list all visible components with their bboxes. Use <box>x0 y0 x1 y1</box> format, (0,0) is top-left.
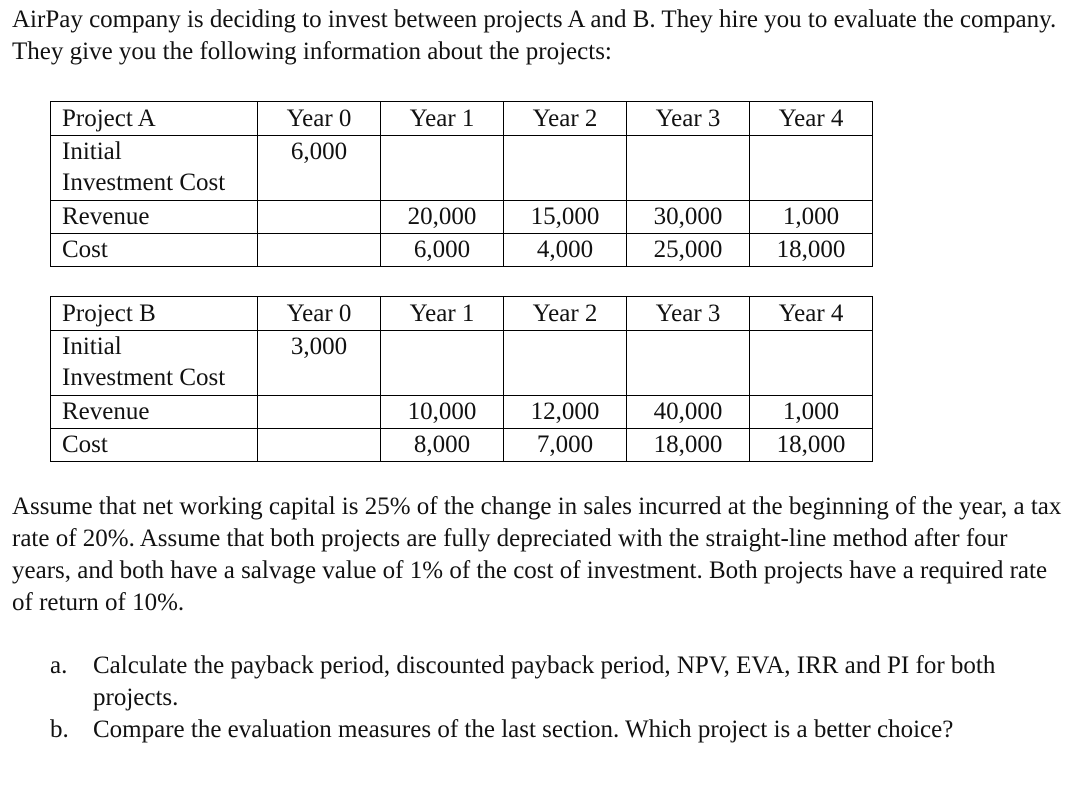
row-label: Revenue <box>51 201 258 234</box>
table-cell <box>381 136 504 201</box>
question-text: Calculate the payback period, discounted payback period, NPV, EVA, IRR and PI for both projects. <box>93 652 996 711</box>
row-label: Cost <box>51 234 258 267</box>
year-header: Year 4 <box>750 297 873 331</box>
table-cell <box>258 429 381 462</box>
table-cell: 7,000 <box>504 429 627 462</box>
table-cell <box>627 331 750 396</box>
assumptions-paragraph: Assume that net working capital is 25% of the change in sales incurred at the beginning of the year, a tax rate of 20%. Assume that both projects are fully depreciated with the straight-line method after four years, and both have a salvage value of 1% of the cost of investment. Both projects have a required rate of return of 10%. <box>12 493 1062 616</box>
table-cell: 30,000 <box>627 201 750 234</box>
initial-investment-row <box>51 136 873 201</box>
year-header: Year 0 <box>258 297 381 331</box>
intro-paragraph: AirPay company is deciding to invest between projects A and B. They hire you to evaluate the company. They give you the following information about the projects: <box>12 6 1057 65</box>
revenue-row <box>51 201 873 234</box>
initial-label-line-2: Investment Cost <box>62 364 226 391</box>
table-cell: 40,000 <box>627 396 750 429</box>
project-name: Project B <box>51 297 258 331</box>
table-cell <box>627 136 750 201</box>
table-cell: 10,000 <box>381 396 504 429</box>
initial-label-line-1: Initial <box>62 138 122 165</box>
question-list <box>50 650 1070 746</box>
table-cell <box>258 396 381 429</box>
table-cell: 12,000 <box>504 396 627 429</box>
table-cell: 15,000 <box>504 201 627 234</box>
table-cell <box>504 136 627 201</box>
question-item <box>50 650 1070 714</box>
year-header: Year 2 <box>504 102 627 136</box>
question-item <box>50 714 1070 746</box>
table-cell: 6,000 <box>258 136 381 201</box>
table-cell <box>750 136 873 201</box>
table-cell: 1,000 <box>750 396 873 429</box>
year-header: Year 1 <box>381 102 504 136</box>
table-cell: 8,000 <box>381 429 504 462</box>
project-b-table <box>50 296 873 462</box>
question-letter: a. <box>50 652 68 679</box>
cost-row <box>51 429 873 462</box>
question-letter: b. <box>50 716 69 743</box>
question-text: Compare the evaluation measures of the last section. Which project is a better choice? <box>93 716 954 743</box>
table-cell <box>258 234 381 267</box>
table-cell: 6,000 <box>381 234 504 267</box>
revenue-row <box>51 396 873 429</box>
row-label: Revenue <box>51 396 258 429</box>
year-header: Year 3 <box>627 102 750 136</box>
row-label <box>51 136 258 201</box>
row-label: Cost <box>51 429 258 462</box>
table-header-row <box>51 102 873 136</box>
table-cell <box>504 331 627 396</box>
table-cell <box>258 201 381 234</box>
table-header-row <box>51 297 873 331</box>
table-cell: 18,000 <box>750 234 873 267</box>
table-cell: 25,000 <box>627 234 750 267</box>
table-cell <box>381 331 504 396</box>
table-cell: 4,000 <box>504 234 627 267</box>
year-header: Year 4 <box>750 102 873 136</box>
initial-investment-row <box>51 331 873 396</box>
year-header: Year 3 <box>627 297 750 331</box>
project-name: Project A <box>51 102 258 136</box>
table-cell: 1,000 <box>750 201 873 234</box>
table-cell: 3,000 <box>258 331 381 396</box>
project-a-table <box>50 101 873 267</box>
year-header: Year 0 <box>258 102 381 136</box>
row-label <box>51 331 258 396</box>
initial-label-line-2: Investment Cost <box>62 169 226 196</box>
table-cell: 18,000 <box>627 429 750 462</box>
cost-row <box>51 234 873 267</box>
year-header: Year 2 <box>504 297 627 331</box>
year-header: Year 1 <box>381 297 504 331</box>
table-cell <box>750 331 873 396</box>
initial-label-line-1: Initial <box>62 333 122 360</box>
table-cell: 20,000 <box>381 201 504 234</box>
table-cell: 18,000 <box>750 429 873 462</box>
